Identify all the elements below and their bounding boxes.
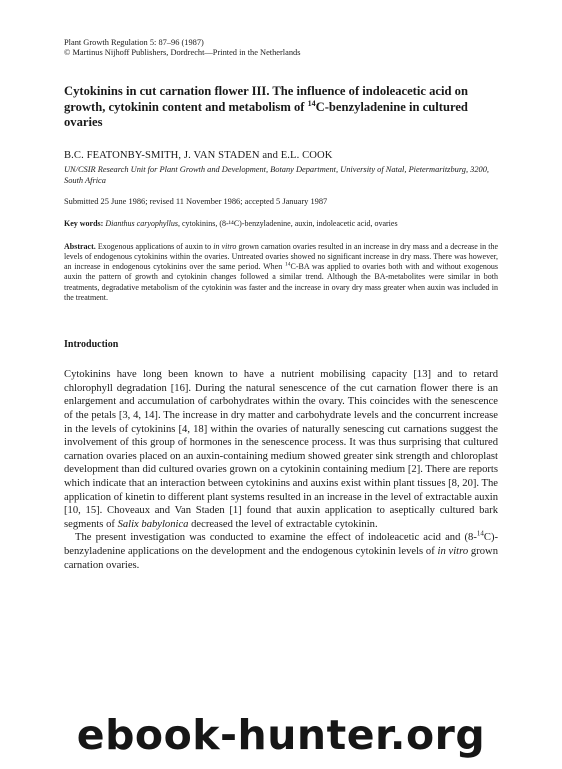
journal-line-1: Plant Growth Regulation 5: 87–96 (1987) (64, 38, 204, 47)
keywords (64, 218, 498, 229)
author-affiliation: UN/CSIR Research Unit for Plant Growth and Development, Botany Department, University of Natal, Pietermaritzburg, 3200, South Africa (64, 164, 489, 185)
abstract-text-a: Exogenous applications of auxin to (95, 241, 214, 251)
author-list: B.C. FEATONBY-SMITH, J. VAN STADEN and E.L. COOK (64, 149, 333, 161)
introduction-paragraph-1 (64, 368, 498, 531)
watermark-text: ebook-hunter.org (76, 710, 486, 759)
article-title (64, 84, 498, 131)
abstract-text-c: C-BA was applied to ovaries both with and without exogenous auxin the pattern of growth and cytokinin changes followed a similar trend. Although the BA-metabolites were similar in both treatments, degradative metabolism of the cytokinin was faster and the increase in ovary dry mass greater when auxin was included in the treatment. (64, 262, 499, 302)
introduction-body (64, 368, 498, 572)
abstract-text-b: grown carnation ovaries resulted in an increase in dry mass and a decrease in the levels of endogenous cytokinins within the ovaries. Untreated ovaries showed no significant increase in dry mass. There was however, an increase in endogenous cytokinins over the same period. When (64, 241, 498, 272)
article-page (64, 38, 498, 572)
introduction-heading: Introduction (64, 339, 119, 351)
intro-p2-superscript: 14 (476, 529, 484, 538)
abstract-label: Abstract. (64, 241, 96, 251)
intro-p1-text-a: Cytokinins have long been known to have a nutrient mobilising capacity [13] and to retard chlorophyll degradation [16]. During the natural senescence of the cut carnation flower there is an enlargement and accumulation of carbohydrates within the ovary. This coincides with the senescence of the petals [3, 4, 14]. The increase in dry matter and carbohydrate levels and the concurrent increase in the levels of cytokinins [4, 18] within the ovaries of naturally senescing cut carnations suggest the involvement of this group of hormones in the senescence process. It was thus surprising that cultured carnation ovaries placed on an auxin-containing medium showed greater sink strength and chloroplast development than did cultured ovaries grown on a cytokinin containing medium [2]. There are reports which indicate that an interaction between cytokinins and auxins exist within plant tissues [8, 20]. The application of kinetin to different plant systems resulted in an increase in the level of extractable auxin [10, 15]. Choveaux and Van Staden [1] found that auxin application to aseptically cultured bark segments of (64, 369, 499, 530)
watermark-banner (0, 700, 562, 769)
intro-p2-text-c: grown carnation ovaries. (64, 546, 498, 571)
journal-citation (64, 38, 498, 58)
title-part-1: Cytokinins in cut carnation flower III. The influence of indoleacetic acid on growth, cytokinin content and metabolism of (64, 84, 468, 114)
intro-p2-text-a: The present investigation was conducted to examine the effect of indoleacetic acid and (8- (75, 532, 477, 544)
submission-dates: Submitted 25 June 1986; revised 11 November 1986; accepted 5 January 1987 (64, 196, 328, 206)
intro-p2-in-vitro: in vitro (437, 546, 469, 557)
keywords-species: Dianthus caryophyllus (105, 218, 178, 228)
keywords-text: , cytokinins, (8-¹⁴C)-benzyladenine, auxin, indoleacetic acid, ovaries (178, 218, 398, 228)
abstract-superscript: 14 (284, 261, 291, 268)
title-part-2: C-benzyladenine in cultured ovaries (64, 99, 468, 129)
intro-p1-species: Salix babylonica (117, 518, 189, 530)
title-superscript: 14 (307, 98, 316, 108)
keywords-label: Key words: (64, 218, 104, 228)
abstract-in-vitro: in vitro (213, 241, 237, 251)
intro-p2-text-b: C)-benzyladenine applications on the development and the endogenous cytokinin levels of (64, 532, 498, 557)
abstract (64, 242, 498, 304)
introduction-paragraph-2 (64, 531, 498, 572)
journal-line-2: © Martinus Nijhoff Publishers, Dordrecht—Printed in the Netherlands (64, 48, 301, 57)
intro-p1-text-b: decreased the level of extractable cytokinin. (188, 518, 378, 530)
